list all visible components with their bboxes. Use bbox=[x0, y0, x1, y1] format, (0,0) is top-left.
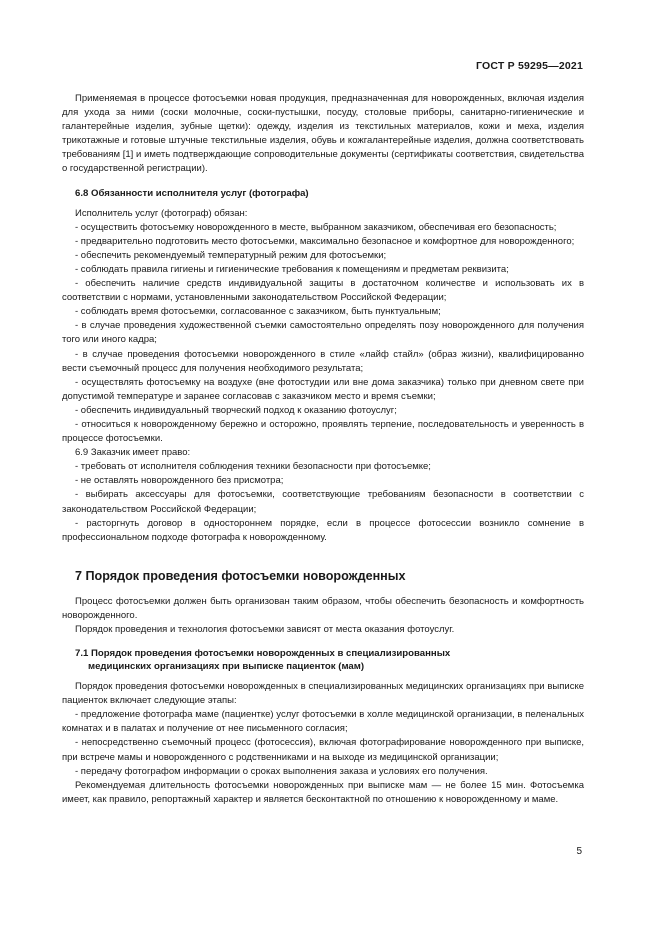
list-item: - обеспечить наличие средств индивидуальной защиты в достаточном количестве и использовать их в соответствии с нормами, установленными законодательством Российской Федерации; bbox=[62, 278, 584, 304]
section-7-paragraph: Процесс фотосъемки должен быть организован таким образом, чтобы обеспечить безопасность и комфортность новорожденного. bbox=[62, 595, 584, 621]
list-item: - осуществлять фотосъемку на воздухе (вне фотостудии или вне дома заказчика) только при дневном свете при допустимой температуре и заранее согласовав с заказчиком место и время съемки; bbox=[62, 376, 584, 402]
intro-paragraph: Применяемая в процессе фотосъемки новая продукция, предназначенная для новорожденных, включая изделия для ухода за ними (соски молочные, соски-пустышки, посуду, столовые приборы, санитарно-гигиенические и галантерейные изделия, зубные щетки): одежду, изделия из текстильных материалов, кожи и меха, изделия трикотажные и готовые штучные текстильные изделия, обувь и кожгалантерейные изделия, должна соответствовать требованиям [1] и иметь подтверждающие сопроводительные документы (сертификаты соответствия, свидетельства о государственной регистрации). bbox=[62, 93, 584, 175]
section-6-9-lead: 6.9 Заказчик имеет право: bbox=[75, 447, 191, 459]
list-item: - непосредственно съемочный процесс (фотосессия), включая фотографирование новорожденного при выписке, при встрече мамы и новорожденного с родственниками и на выходе из медицинской организации; bbox=[62, 737, 584, 763]
list-item: - соблюдать правила гигиены и гигиенические требования к помещениям и предметам реквизита; bbox=[75, 263, 509, 275]
section-7-paragraph: Порядок проведения и технология фотосъемки зависят от места оказания фотоуслуг. bbox=[75, 624, 455, 635]
list-item: - осуществить фотосъемку новорожденного в месте, выбранном заказчиком, обеспечивая его безопасность; bbox=[75, 221, 557, 233]
list-item: - расторгнуть договор в одностороннем порядке, если в процессе фотосессии возникло сомнение в профессиональном подходе фотографа к новорожденному. bbox=[62, 517, 584, 543]
list-item: - выбирать аксессуары для фотосъемки, соответствующие требованиям безопасности в соответствии с законодательством Российской Федерации; bbox=[62, 489, 584, 515]
section-6-8-title: 6.8 Обязанности исполнителя услуг (фотографа) bbox=[75, 187, 309, 199]
section-6-8-lead: Исполнитель услуг (фотограф) обязан: bbox=[75, 207, 248, 219]
list-item: - обеспечить индивидуальный творческий подход к оказанию фотоуслуг; bbox=[75, 404, 397, 416]
list-item: - предложение фотографа маме (пациентке) услуг фотосъемки в холле медицинской организации, в пеленальных комнатах и в палатах и получение от нее письменного согласия; bbox=[62, 709, 584, 735]
document-code: ГОСТ Р 59295—2021 bbox=[475, 60, 583, 72]
list-item: - предварительно подготовить место фотосъемки, максимально безопасное и комфортное для новорожденного; bbox=[75, 235, 575, 247]
list-item: - относиться к новорожденному бережно и осторожно, проявлять терпение, последовательность и уверенность в процессе фотосъемки. bbox=[62, 418, 584, 445]
list-item: - в случае проведения фотосъемки новорожденного в стиле «лайф стайл» (образ жизни), квалифицированно вести съемочный процесс для получения необходимого результата; bbox=[62, 348, 584, 374]
section-7-1-lead: Порядок проведения фотосъемки новорожденных в специализированных медицинских организациях при выписке пациенток включает следующие этапы: bbox=[62, 681, 584, 707]
section-7-1-title-line: 7.1 Порядок проведения фотосъемки новорожденных в специализированных bbox=[75, 648, 451, 660]
list-item: - не оставлять новорожденного без присмотра; bbox=[75, 475, 284, 487]
list-item: - обеспечить рекомендуемый температурный режим для фотосъемки; bbox=[75, 249, 387, 261]
page-content bbox=[62, 92, 584, 807]
section-7-title: 7 Порядок проведения фотосъемки новорожденных bbox=[75, 568, 406, 583]
page-number: 5 bbox=[576, 846, 582, 857]
list-item: - соблюдать время фотосъемки, согласованное с заказчиком, быть пунктуальным; bbox=[75, 306, 441, 318]
list-item: - передачу фотографом информации о сроках выполнения заказа и условиях его получения. bbox=[75, 765, 488, 777]
list-item: - требовать от исполнителя соблюдения техники безопасности при фотосъемке; bbox=[75, 461, 431, 473]
section-7-1-title-line: медицинских организациях при выписке пациенток (мам) bbox=[88, 661, 365, 673]
section-7-1-title bbox=[75, 647, 584, 673]
section-7-1-closing: Рекомендуемая длительность фотосъемки новорожденных при выписке мам — не более 15 мин. Фотосъемка имеет, как правило, репортажный характер и является бесконтактной по отношению к новорожденному и маме. bbox=[62, 779, 584, 805]
list-item: - в случае проведения художественной съемки самостоятельно определять позу новорожденного для получения того или иного кадра; bbox=[62, 320, 584, 346]
